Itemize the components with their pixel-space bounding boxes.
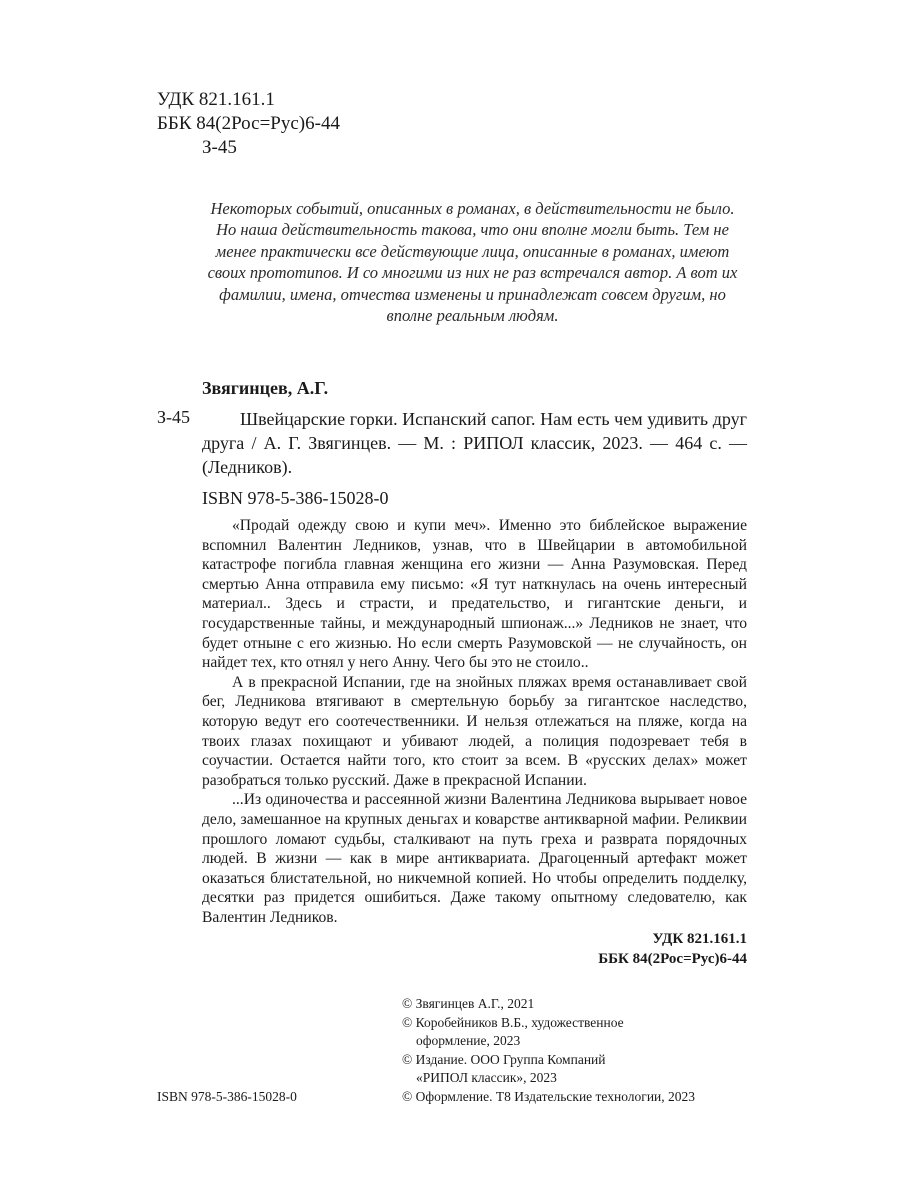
annotation-paragraph-1: «Продай одежду свою и купи меч». Именно это библейское выражение вспомнил Валентин Ледников, узнав, что в Швейцарии в автомобильной катастрофе погибла главная женщина его жизни — Анна Разумовская. Перед смертью Анна отправила ему письмо: «Я тут наткнулась на очень интересный материал.. Здесь и страсти, и предательство, и гигантские деньги, и государственные тайны, и международный шпионаж...» Ледников не знает, что будет отныне с его жизнью. Но если смерть Разумовской — не случайность, он найдет тех, кто отнял у него Анну. Чего бы это не стоило.. [202, 517, 747, 672]
udk-code: УДК 821.161.1 [157, 89, 275, 110]
isbn-bottom: ISBN 978-5-386-15028-0 [157, 1089, 297, 1104]
annotation-paragraph-2: А в прекрасной Испании, где на знойных пляжах время останавливает свой бег, Ледникова втягивают в смертельную борьбу за гигантское наследство, которую ведут его соотечественники. И нельзя отлежаться на пляже, когда на твоих глазах похищают и убивают людей, а полиция подозревает тебя в соучастии. Остается найти того, кто стоит за всем. В «русских делах» может разобраться только русский. Даже в прекрасной Испании. [202, 673, 747, 789]
catalog-author: Звягинцев, А.Г. [202, 378, 329, 398]
epigraph: Некоторых событий, описанных в романах, в действительности не было. Но наша действительность такова, что они вполне могли быть. Тем не менее практически все действующие лица, описанные в романах, имеют своих прототипов. И со многими из них не раз встречался автор. А вот их фамилии, имена, отчества изменены и принадлежат совсем другим, но вполне реальным людям. [207, 199, 738, 326]
copyright-block [402, 995, 762, 1106]
annotation [202, 516, 747, 927]
catalog-description-text: Швейцарские горки. Испанский сапог. Нам есть чем удивить друг друга / А. Г. Звягинцев. — М. : РИПОЛ классик, 2023. — 464 с. — (Ледников). [202, 409, 747, 477]
author-mark: З-45 [202, 137, 237, 158]
copyright-design-line1: © Коробейников В.Б., художественное [402, 1014, 624, 1030]
copyright-design-line2: оформление, 2023 [416, 1033, 521, 1048]
catalog-call-number: З-45 [157, 407, 191, 427]
copyright-edition-line2: «РИПОЛ классик», 2023 [416, 1070, 557, 1085]
catalog-description [202, 407, 747, 479]
catalog-isbn: ISBN 978-5-386-15028-0 [202, 488, 389, 508]
footer-classification-codes [598, 929, 747, 969]
copyright-edition-line1: © Издание. ООО Группа Компаний [402, 1051, 606, 1067]
classification-codes [157, 88, 340, 160]
footer-bbk-code: ББК 84(2Рос=Рус)6-44 [598, 951, 747, 967]
bbk-code: ББК 84(2Рос=Рус)6-44 [157, 113, 340, 134]
footer-udk-code: УДК 821.161.1 [652, 931, 747, 947]
copyright-author: © Звягинцев А.Г., 2021 [402, 996, 535, 1011]
copyright-layout: © Оформление. Т8 Издательские технологии, 2023 [402, 1088, 696, 1104]
annotation-paragraph-3: ...Из одиночества и рассеянной жизни Валентина Ледникова вырывает новое дело, замешанное на крупных деньгах и коварстве антикварной мафии. Реликвии прошлого ломают судьбы, сталкивают на путь греха и разврата порядочных людей. В жизни — как в мире антиквариата. Драгоценный артефакт может оказаться блистательной, но никчемной копией. Но чтобы определить подделку, десятки раз придется ошибиться. Даже такому опытному следователю, как Валентин Ледников. [202, 791, 747, 926]
